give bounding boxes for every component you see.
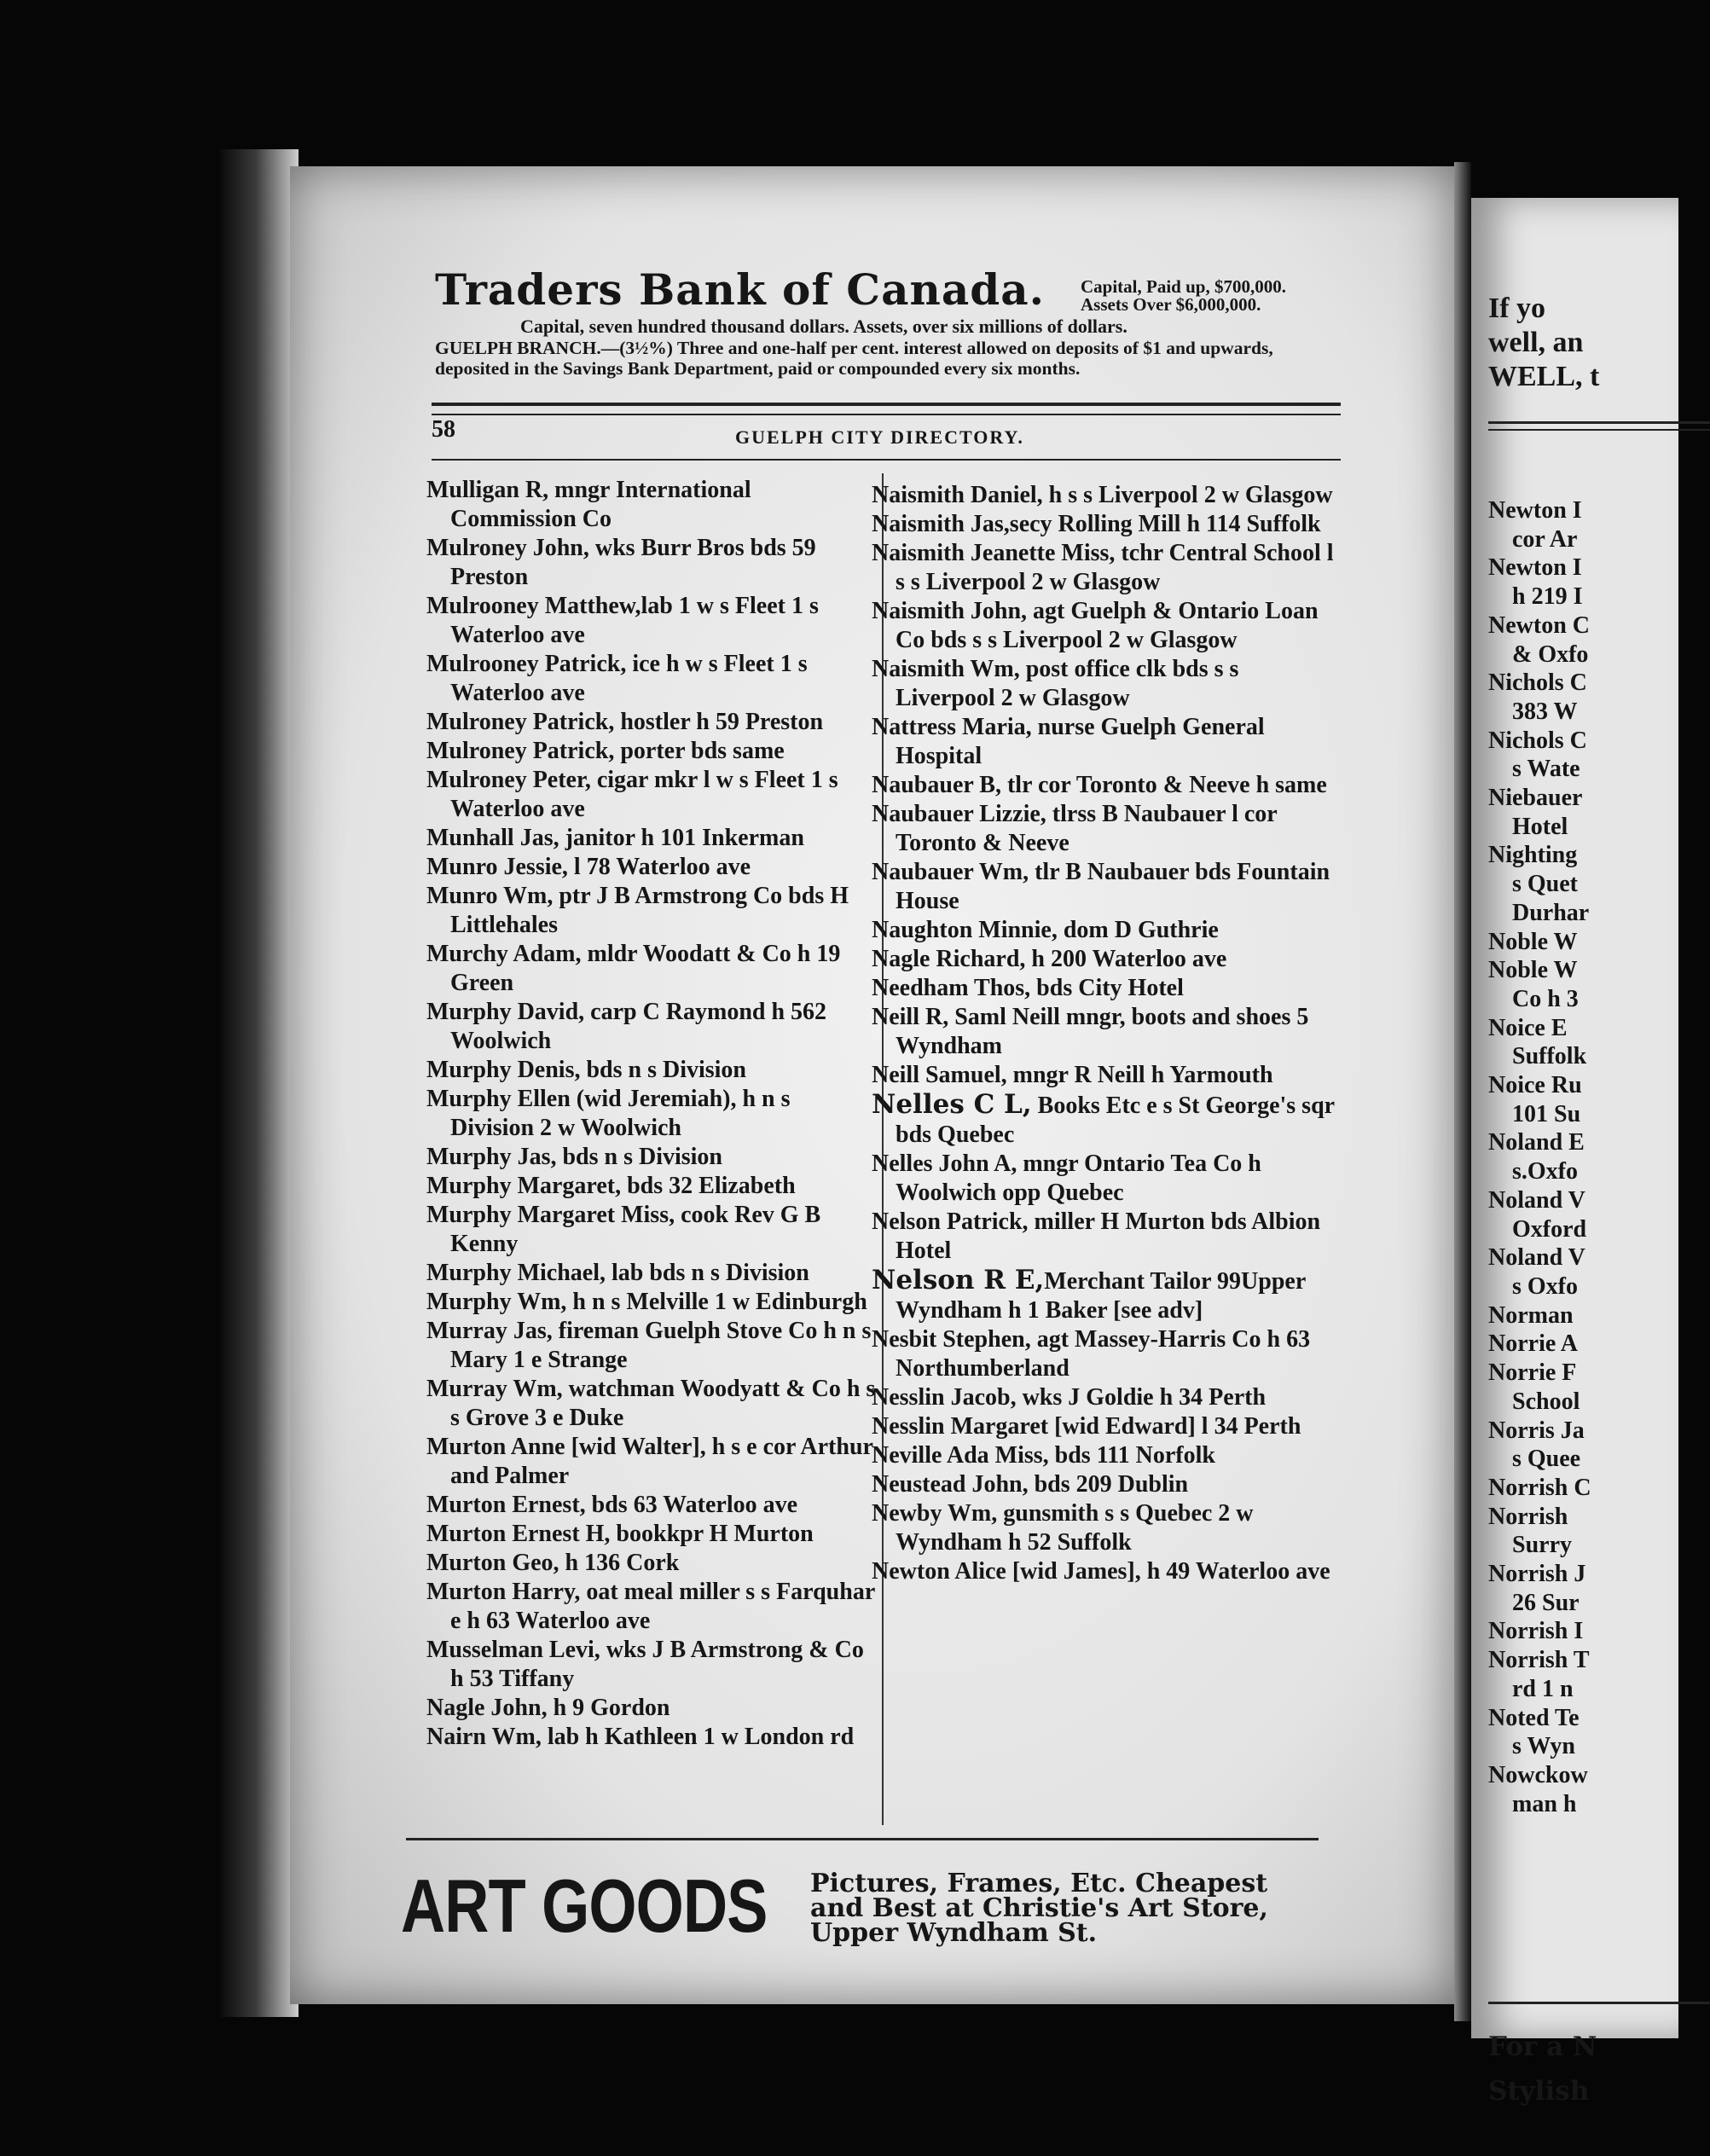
- directory-entry: Mulroney Patrick, hostler h 59 Preston: [426, 709, 824, 735]
- left-column: [426, 476, 878, 1752]
- next-page-entry: Nichols C: [1488, 669, 1587, 697]
- next-page-entry: s Quet: [1512, 871, 1578, 898]
- next-page-entry: Norman: [1488, 1301, 1574, 1329]
- art-goods-line-1: Pictures, Frames, Etc. Cheapest: [810, 1869, 1268, 1898]
- next-page-top-line: If yo: [1488, 293, 1546, 324]
- next-page-entry: Nichols C: [1488, 727, 1587, 754]
- next-page-entry: s Oxfo: [1512, 1272, 1578, 1300]
- right-column: [872, 481, 1341, 1586]
- next-page-entry: Norrish C: [1488, 1474, 1591, 1501]
- directory-entry: Musselman Levi, wks J B Armstrong & Co h 53 Tiffany: [426, 1637, 864, 1692]
- directory-entry: [872, 481, 1341, 510]
- next-page-entry: Norrish: [1488, 1503, 1568, 1530]
- entry-text: Naubauer Wm, tlr B Naubauer bds Fountain House: [872, 859, 1330, 914]
- next-page-top-line: well, an: [1488, 327, 1584, 358]
- entry-text: Neustead John, bds 209 Dublin: [872, 1471, 1189, 1498]
- directory-entry: [872, 771, 1341, 800]
- next-page-top-ad: [1488, 292, 1599, 394]
- entry-text: Nelson Patrick, miller H Murton bds Albion Hotel: [872, 1208, 1321, 1264]
- directory-entry: Murray Jas, fireman Guelph Stove Co h n s Mary 1 e Strange: [426, 1318, 872, 1373]
- directory-entry: Munro Wm, ptr J B Armstrong Co bds H Littlehales: [426, 883, 849, 938]
- next-page-entry: Norrish I: [1488, 1618, 1584, 1645]
- directory-entry: [872, 800, 1341, 858]
- bank-subline: Capital, seven hundred thousand dollars. Assets, over six millions of dollars.: [520, 316, 1127, 337]
- directory-entry: [872, 597, 1341, 655]
- entry-text: Naismith John, agt Guelph & Ontario Loan Co bds s s Liverpool 2 w Glasgow: [872, 598, 1319, 653]
- bank-capital-box: [1081, 278, 1286, 314]
- directory-entry: Murton Anne [wid Walter], h s e cor Arthur and Palmer: [426, 1434, 873, 1489]
- directory-entry: [872, 510, 1341, 539]
- next-page-entry: Noice E: [1488, 1014, 1568, 1041]
- directory-entry: Murton Harry, oat meal miller s s Farquhar e h 63 Waterloo ave: [426, 1579, 875, 1634]
- next-page-entry: 383 W: [1512, 698, 1578, 725]
- next-page-entry: Suffolk: [1512, 1043, 1587, 1070]
- directory-entry: Nairn Wm, lab h Kathleen 1 w London rd: [426, 1724, 855, 1750]
- directory-entry: [872, 1383, 1341, 1412]
- directory-entry: [872, 1557, 1341, 1586]
- entry-text: Nelles John A, mngr Ontario Tea Co h Woolwich opp Quebec: [872, 1150, 1261, 1206]
- art-goods-line-2: and Best at Christie's Art Store,: [810, 1893, 1268, 1923]
- next-page-rule: [1488, 421, 1710, 431]
- next-page-column: [1488, 496, 1591, 1818]
- next-page-entry: Newton C: [1488, 611, 1590, 639]
- next-page-entry: Niebauer: [1488, 785, 1583, 812]
- art-goods-line-3: Upper Wyndham St.: [810, 1918, 1098, 1948]
- directory-entry: [872, 858, 1341, 916]
- entry-text: Neill Samuel, mngr R Neill h Yarmouth: [872, 1062, 1273, 1088]
- directory-entry: [872, 539, 1341, 597]
- next-page-entry: Noble W: [1488, 928, 1578, 955]
- next-page-entry: Newton I: [1488, 497, 1582, 524]
- next-page-entry: Norrish J: [1488, 1561, 1586, 1588]
- next-page-entry: Newton I: [1488, 554, 1582, 582]
- entry-text: Naismith Jeanette Miss, tchr Central School l s s Liverpool 2 w Glasgow: [872, 540, 1334, 595]
- directory-entry: Murphy Margaret Miss, cook Rev G B Kenny: [426, 1202, 821, 1257]
- entry-text: Naismith Wm, post office clk bds s s Liverpool 2 w Glasgow: [872, 656, 1239, 711]
- page-number: 58: [432, 416, 455, 443]
- running-head: GUELPH CITY DIRECTORY.: [735, 426, 1024, 448]
- next-page-entry: Noble W: [1488, 957, 1578, 984]
- bank-name: Traders Bank of Canada.: [435, 264, 1046, 315]
- next-page-entry: Noice Ru: [1488, 1072, 1582, 1099]
- branch-notice: GUELPH BRANCH.—(3½%) Three and one-half per cent. interest allowed on deposits of $1 and upwards, deposited in the Savings Bank Department, paid or compounded every six months.: [435, 338, 1273, 379]
- next-page-fragment: [1471, 198, 1678, 2107]
- next-page-entry: s.Oxfo: [1512, 1158, 1578, 1185]
- next-page-entry: 26 Sur: [1512, 1589, 1580, 1616]
- next-page-entry: School: [1512, 1388, 1580, 1415]
- directory-entry: Mulroney John, wks Burr Bros bds 59 Preston: [426, 535, 816, 590]
- next-page-entry: Norris Ja: [1488, 1417, 1585, 1444]
- next-page-entry: s Wate: [1512, 756, 1580, 783]
- next-page-entry: Nighting: [1488, 842, 1578, 869]
- directory-entry: Murphy Michael, lab bds n s Division: [426, 1260, 809, 1286]
- entry-text: Nagle Richard, h 200 Waterloo ave: [872, 946, 1227, 972]
- directory-entry: [872, 1499, 1341, 1557]
- next-page-entry: & Oxfo: [1512, 640, 1589, 668]
- entry-text: Neill R, Saml Neill mngr, boots and shoes 5 Wyndham: [872, 1004, 1309, 1059]
- directory-entry: [872, 1208, 1341, 1266]
- next-page-entry: Oxford: [1512, 1215, 1587, 1243]
- next-page-entry: Norrie A: [1488, 1330, 1578, 1358]
- directory-entry: Murphy Wm, h n s Melville 1 w Edinburgh: [426, 1289, 867, 1315]
- book-binding: [220, 149, 299, 2017]
- directory-entry: [872, 974, 1341, 1003]
- directory-entry: [872, 1150, 1341, 1208]
- directory-entry: Nagle John, h 9 Gordon: [426, 1695, 670, 1721]
- directory-entry: [872, 655, 1341, 713]
- directory-entry: [872, 916, 1341, 945]
- header-rule: [432, 403, 1341, 415]
- directory-entry: [872, 1441, 1341, 1470]
- next-page-entry: Noted Te: [1488, 1704, 1580, 1731]
- entry-text: Newton Alice [wid James], h 49 Waterloo ave: [872, 1558, 1330, 1585]
- directory-entry: Murton Ernest, bds 63 Waterloo ave: [426, 1492, 798, 1518]
- directory-entry: [872, 1003, 1341, 1061]
- footer-rule: [406, 1838, 1319, 1840]
- directory-entry: [872, 713, 1341, 771]
- art-goods-headline: ART GOODS: [401, 1863, 768, 1948]
- directory-entry: [872, 1412, 1341, 1441]
- next-page-entry: rd 1 n: [1512, 1675, 1574, 1702]
- next-page-entry: s Quee: [1512, 1446, 1581, 1473]
- directory-entry: Mulrooney Matthew,lab 1 w s Fleet 1 s Waterloo ave: [426, 593, 819, 648]
- next-page-entry: Hotel: [1512, 813, 1568, 840]
- entry-text: Neville Ada Miss, bds 111 Norfolk: [872, 1442, 1215, 1469]
- directory-entry: Mulroney Patrick, porter bds same: [426, 738, 785, 764]
- directory-entry: Murphy David, carp C Raymond h 562 Woolwich: [426, 999, 827, 1054]
- directory-entry: Munhall Jas, janitor h 101 Inkerman: [426, 825, 804, 851]
- entry-text: Needham Thos, bds City Hotel: [872, 975, 1184, 1001]
- next-page-footer-rule: [1488, 2002, 1710, 2004]
- next-page-entry: Durhar: [1512, 899, 1590, 926]
- directory-entry: [872, 945, 1341, 974]
- capital-line-1: Capital, Paid up, $700,000.: [1081, 276, 1286, 297]
- business-name: Nelles C L,: [872, 1089, 1032, 1120]
- entry-text: Merchant Tailor 99Upper Wyndham h 1 Baker [see adv]: [896, 1268, 1306, 1324]
- next-page-entry: 101 Su: [1512, 1100, 1581, 1127]
- directory-entry: Murray Wm, watchman Woodyatt & Co h s s Grove 3 e Duke: [426, 1376, 876, 1431]
- bank-advertisement: [435, 264, 1348, 379]
- entry-text: Naubauer B, tlr cor Toronto & Neeve h same: [872, 772, 1327, 798]
- entry-text: Nesbit Stephen, agt Massey-Harris Co h 63 Northumberland: [872, 1326, 1311, 1382]
- directory-entry: Mulligan R, mngr International Commission Co: [426, 477, 751, 532]
- directory-entry: [872, 1325, 1341, 1383]
- directory-entry: [872, 1470, 1341, 1499]
- entry-text: Nesslin Margaret [wid Edward] l 34 Perth: [872, 1413, 1301, 1440]
- entry-text: Naughton Minnie, dom D Guthrie: [872, 917, 1219, 943]
- next-page-entry: Surry: [1512, 1532, 1572, 1559]
- directory-entry: Murphy Denis, bds n s Division: [426, 1057, 747, 1083]
- directory-entry: Murphy Jas, bds n s Division: [426, 1144, 723, 1170]
- entry-text: Naismith Jas,secy Rolling Mill h 114 Suffolk: [872, 511, 1321, 537]
- directory-entry: Murton Ernest H, bookkpr H Murton: [426, 1521, 814, 1547]
- art-goods-text: [810, 1869, 1268, 1948]
- next-page-entry: Noland V: [1488, 1244, 1585, 1272]
- next-page-top-line: WELL, t: [1488, 361, 1600, 392]
- directory-entry: Mulrooney Patrick, ice h w s Fleet 1 s Waterloo ave: [426, 651, 808, 706]
- directory-entry: Murphy Margaret, bds 32 Elizabeth: [426, 1173, 796, 1199]
- entry-text: Nesslin Jacob, wks J Goldie h 34 Perth: [872, 1384, 1267, 1411]
- next-page-entry: h 219 I: [1512, 583, 1583, 611]
- next-page-entry: Norrish T: [1488, 1647, 1590, 1674]
- entry-text: Newby Wm, gunsmith s s Quebec 2 w Wyndham h 52 Suffolk: [872, 1500, 1254, 1556]
- directory-entry: [872, 1090, 1341, 1150]
- directory-entry: [872, 1061, 1341, 1090]
- business-name: Nelson R E,: [872, 1265, 1045, 1295]
- next-page-entry: cor Ar: [1512, 525, 1578, 553]
- directory-entry: Mulroney Peter, cigar mkr l w s Fleet 1 s Waterloo ave: [426, 767, 838, 822]
- directory-entry: Murton Geo, h 136 Cork: [426, 1550, 680, 1576]
- next-page-entry: Norrie F: [1488, 1359, 1577, 1387]
- next-page-bottom-line: For a N: [1488, 2031, 1597, 2062]
- entry-text: Naubauer Lizzie, tlrss B Naubauer l cor Toronto & Neeve: [872, 801, 1278, 856]
- capital-line-2: Assets Over $6,000,000.: [1081, 294, 1261, 315]
- next-page-entry: Noland V: [1488, 1186, 1585, 1214]
- next-page-entry: Noland E: [1488, 1129, 1585, 1156]
- next-page-entry: s Wyn: [1512, 1733, 1575, 1760]
- directory-entry: Murchy Adam, mldr Woodatt & Co h 19 Green: [426, 941, 841, 996]
- directory-entry: [872, 1266, 1341, 1325]
- running-head-rule: [432, 459, 1341, 461]
- next-page-entry: Co h 3: [1512, 985, 1579, 1012]
- next-page-bottom-line: Stylish: [1488, 2076, 1590, 2107]
- entry-text: Books Etc e s St George's sqr bds Quebec: [896, 1092, 1335, 1148]
- next-page-footer-ad: [1488, 2025, 1597, 2113]
- entry-text: Nattress Maria, nurse Guelph General Hospital: [872, 714, 1265, 769]
- directory-entry: Munro Jessie, l 78 Waterloo ave: [426, 854, 751, 880]
- next-page-entry: man h: [1512, 1790, 1577, 1817]
- entry-text: Naismith Daniel, h s s Liverpool 2 w Glasgow: [872, 482, 1333, 508]
- directory-entry: Murphy Ellen (wid Jeremiah), h n s Division 2 w Woolwich: [426, 1086, 791, 1141]
- next-page-entry: Nowckow: [1488, 1761, 1588, 1788]
- page-gutter: [1454, 162, 1471, 2021]
